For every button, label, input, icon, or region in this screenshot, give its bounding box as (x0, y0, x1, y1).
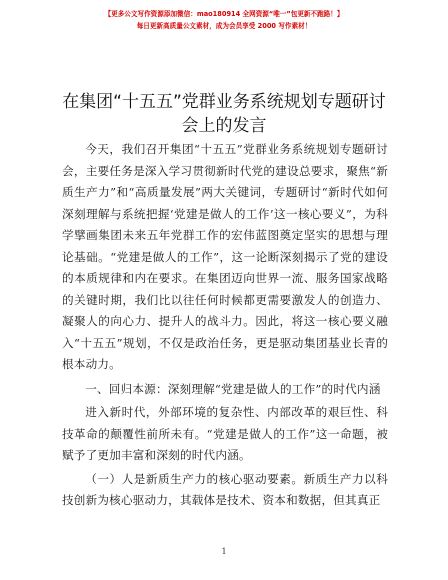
document-body (62, 139, 388, 514)
section-paragraph: 进入新时代，外部环境的复杂性、内部改革的艰巨性、科技革命的颠覆性前所未有。“党建是做人的工作”这一命题，被赋予了更加丰富和深刻的时代内涵。 (62, 405, 388, 462)
document-title (40, 90, 408, 138)
document-title-line-2: 会上的发言 (181, 116, 267, 136)
promo-banner (0, 8, 448, 32)
subsection-paragraph: （一）人是新质生产力的核心驱动要素。新质生产力以科技创新为核心驱动力，其载体是技术、资本和数据，但其真正 (62, 471, 388, 507)
page-number: 1 (221, 547, 227, 556)
intro-paragraph: 今天，我们召开集团“十五五”党群业务系统规划专题研讨会，主要任务是深入学习贯彻新时代党的建设总要求，聚焦“新质生产力”和“高质量发展”两大关键词，专题研讨“新时代如何深刻理解与系统把握‘党建是做人的工作’这一核心要义”，为科学擘画集团未来五年党群工作的宏伟蓝图奠定坚实的思想与理论基础。“党建是做人的工作”，这一论断深刻揭示了党的建设的本质规律和内在要求。在集团迈向世界一流、服务国家战略的关键时期，我们比以往任何时候都更需要激发人的创造力、凝聚人的向心力、提升人的战斗力。因此，将这一核心要义融入“十五五”规划，不仅是政治任务，更是驱动集团基业长青的根本动力。 (62, 142, 388, 371)
section-heading: 一、回归本源：深刻理解“党建是做人的工作”的时代内涵 (85, 381, 381, 396)
document-title-line-1: 在集团“十五五”党群业务系统规划专题研讨 (62, 92, 386, 112)
promo-banner-line-2: 每日更新高质量公文素材，成为会员享受 2000 写作素材！ (136, 22, 312, 30)
promo-banner-line-1: 【更多公文写作资源添加微信：mao180914 全网资源“唯一”包更新不跑路！】 (104, 10, 344, 18)
